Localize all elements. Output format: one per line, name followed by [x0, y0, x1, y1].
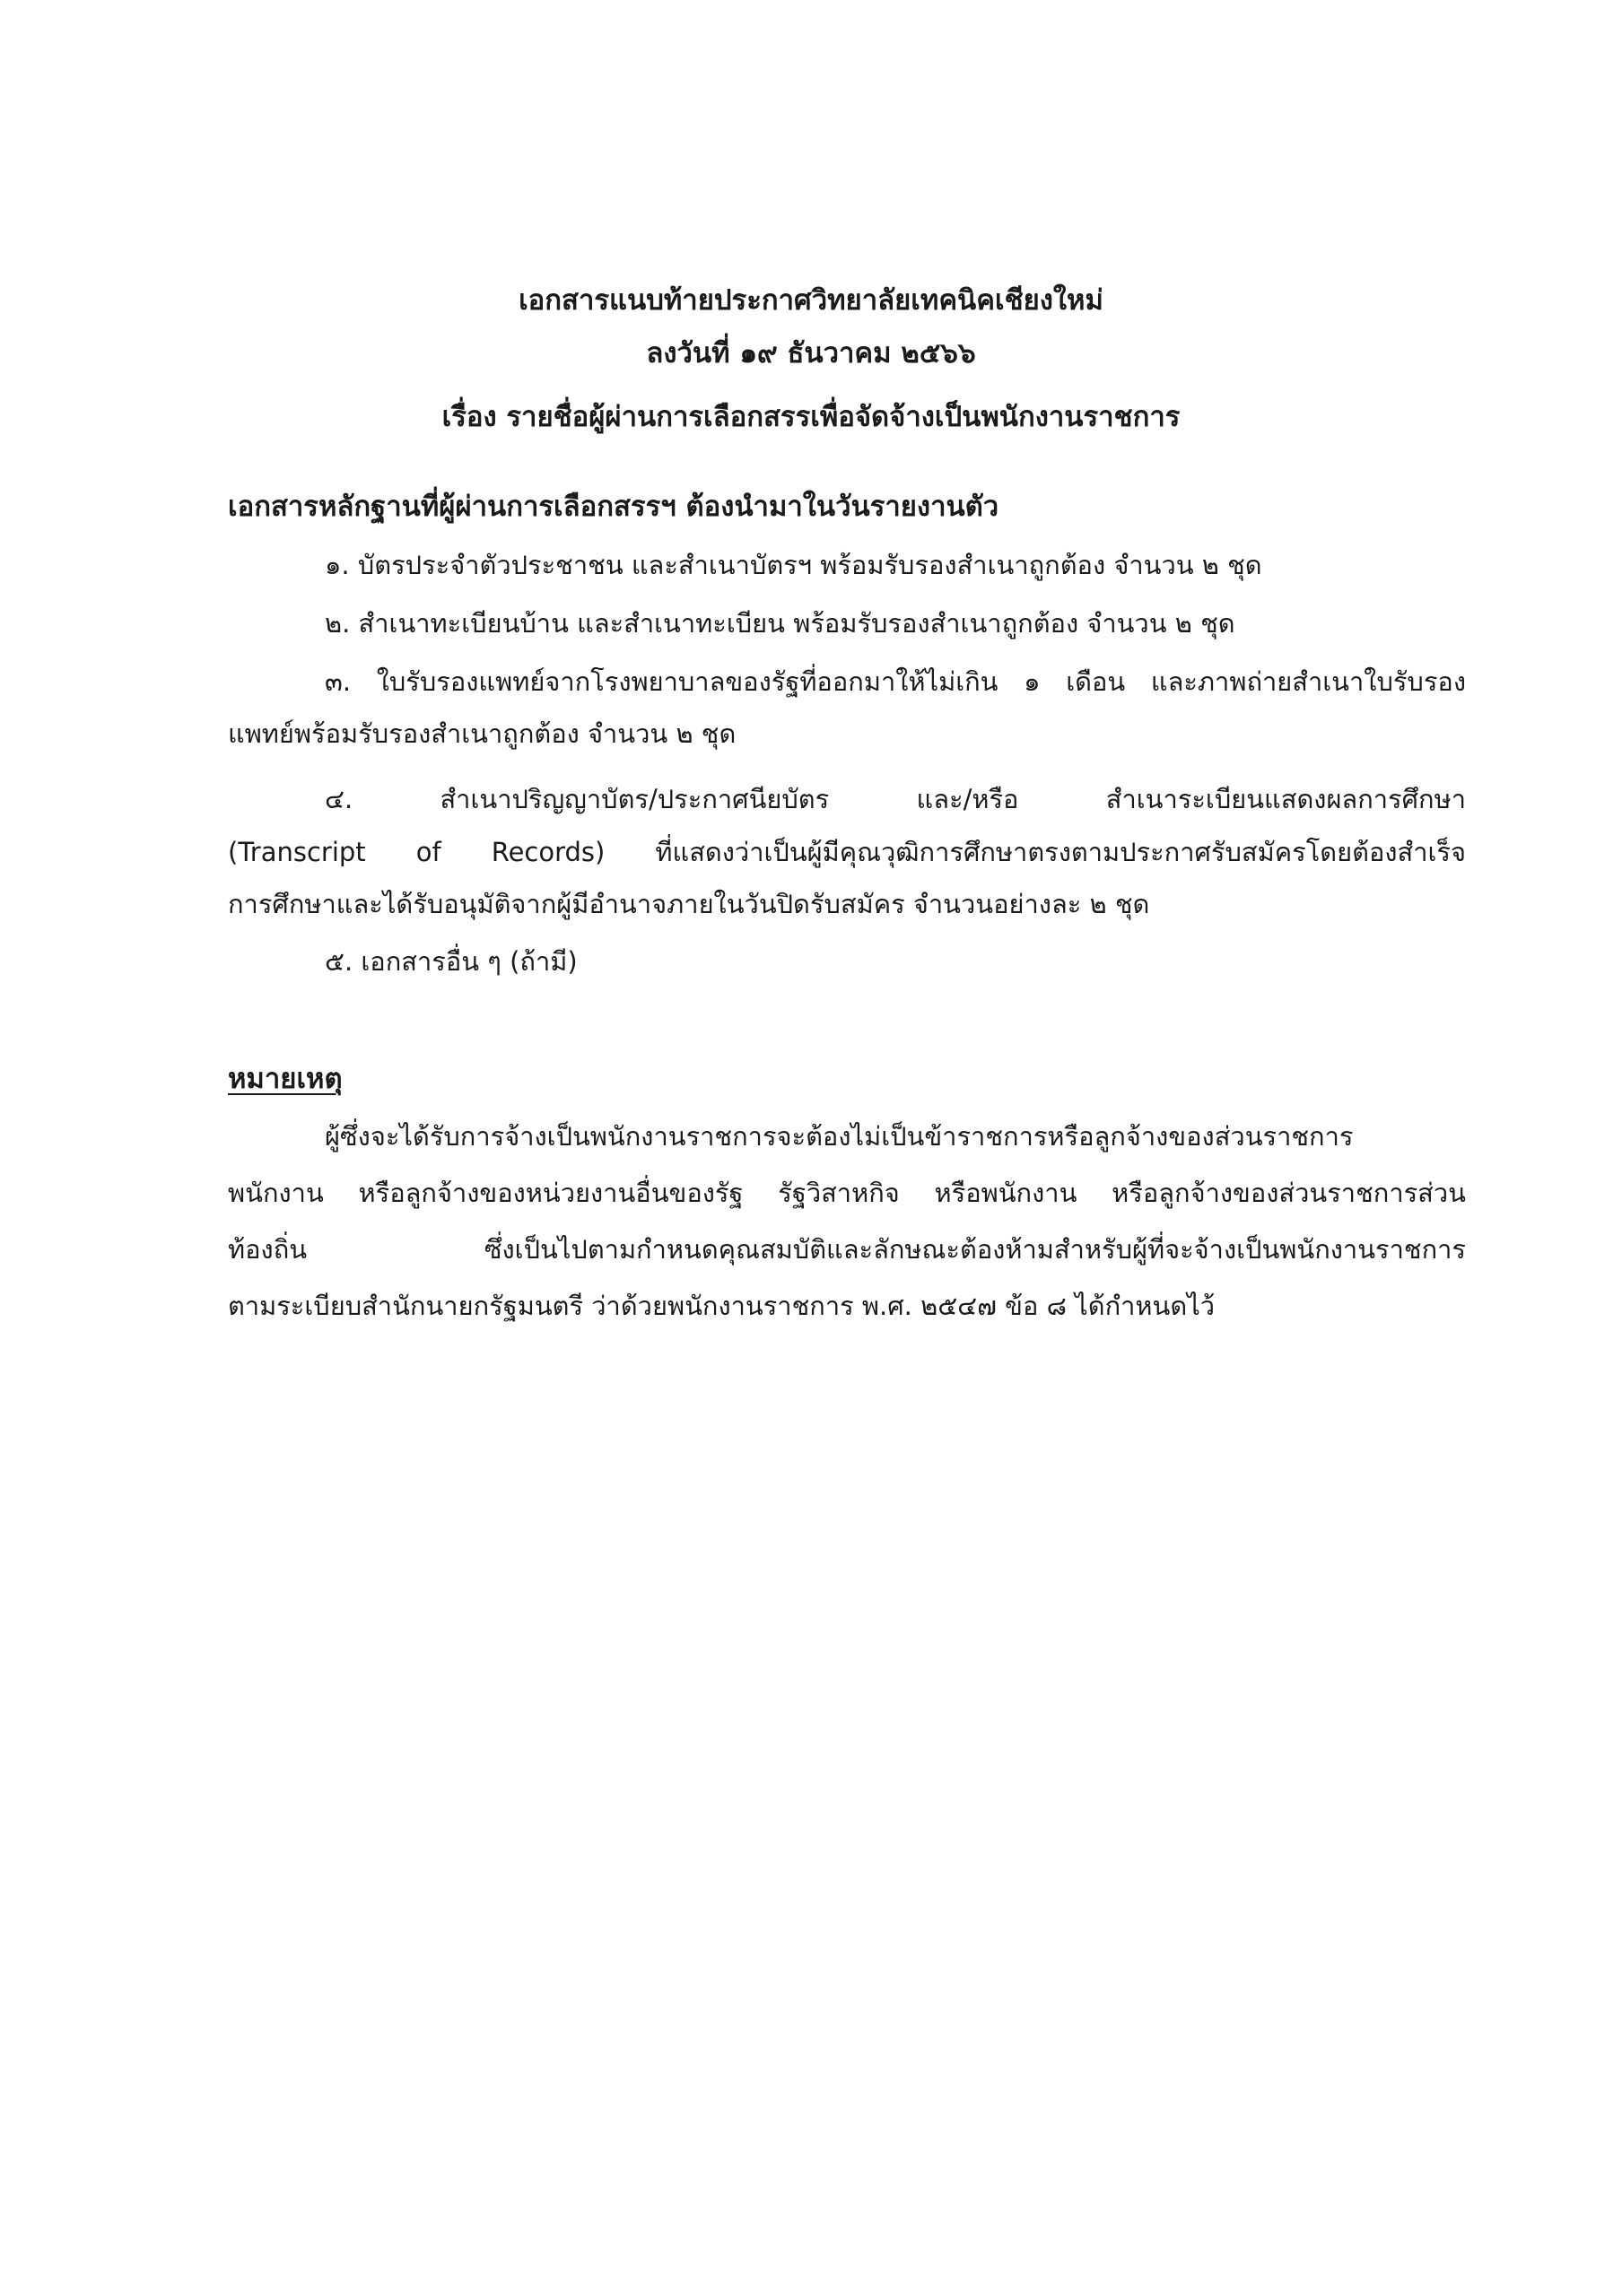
- document-date-line: ลงวันที่ ๑๙ ธันวาคม ๒๕๖๖: [646, 337, 976, 370]
- note-line-4: ตามระเบียบสำนักนายกรัฐมนตรี ว่าด้วยพนักงานราชการ พ.ศ. ๒๕๔๗ ข้อ ๘ ได้กำหนดไว้: [228, 1291, 1216, 1321]
- document-item-3-line-1: ๓. ใบรับรองแพทย์จากโรงพยาบาลของรัฐที่ออกมาให้ไม่เกิน ๑ เดือน และภาพถ่ายสำเนาใบรับรอง: [325, 666, 1466, 697]
- document-item-4-line-1: ๔. สำเนาปริญญาบัตร/ประกาศนียบัตร และ/หรือ สำเนาระเบียนแสดงผลการศึกษา: [325, 784, 1466, 814]
- note-line-3: ท้องถิ่น ซึ่งเป็นไปตามกำหนดคุณสมบัติและลักษณะต้องห้ามสำหรับผู้ที่จะจ้างเป็นพนักงานราชการ: [228, 1234, 1466, 1265]
- document-item-1: ๑. บัตรประจำตัวประชาชน และสำเนาบัตรฯ พร้อมรับรองสำเนาถูกต้อง จำนวน ๒ ชุด: [325, 550, 1262, 580]
- document-item-4-line-3: การศึกษาและได้รับอนุมัติจากผู้มีอำนาจภายในวันปิดรับสมัคร จำนวนอย่างละ ๒ ชุด: [228, 889, 1150, 919]
- note-line-2: พนักงาน หรือลูกจ้างของหน่วยงานอื่นของรัฐ รัฐวิสาหกิจ หรือพนักงาน หรือลูกจ้างของส่วนราชการส่วน: [228, 1178, 1466, 1208]
- document-subject-line: เรื่อง รายชื่อผู้ผ่านการเลือกสรรเพื่อจัดจ้างเป็นพนักงานราชการ: [441, 401, 1181, 433]
- document-item-2: ๒. สำเนาทะเบียนบ้าน และสำเนาทะเบียน พร้อมรับรองสำเนาถูกต้อง จำนวน ๒ ชุด: [325, 608, 1235, 639]
- note-heading: หมายเหตุ: [228, 1063, 343, 1095]
- documents-heading: เอกสารหลักฐานที่ผู้ผ่านการเลือกสรรฯ ต้องนำมาในวันรายงานตัว: [228, 491, 999, 523]
- document-item-3-line-2: แพทย์พร้อมรับรองสำเนาถูกต้อง จำนวน ๒ ชุด: [228, 718, 737, 749]
- note-line-1: ผู้ซึ่งจะได้รับการจ้างเป็นพนักงานราชการจะต้องไม่เป็นข้าราชการหรือลูกจ้างของส่วนราชการ: [325, 1121, 1354, 1152]
- document-item-4-line-2: (Transcript of Records) ที่แสดงว่าเป็นผู้มีคุณวุฒิการศึกษาตรงตามประกาศรับสมัครโดยต้องสำเร็จ: [228, 837, 1466, 867]
- document-item-5: ๕. เอกสารอื่น ๆ (ถ้ามี): [325, 946, 578, 977]
- document-title-line-1: เอกสารแนบท้ายประกาศวิทยาลัยเทคนิคเชียงใหม่: [519, 284, 1103, 317]
